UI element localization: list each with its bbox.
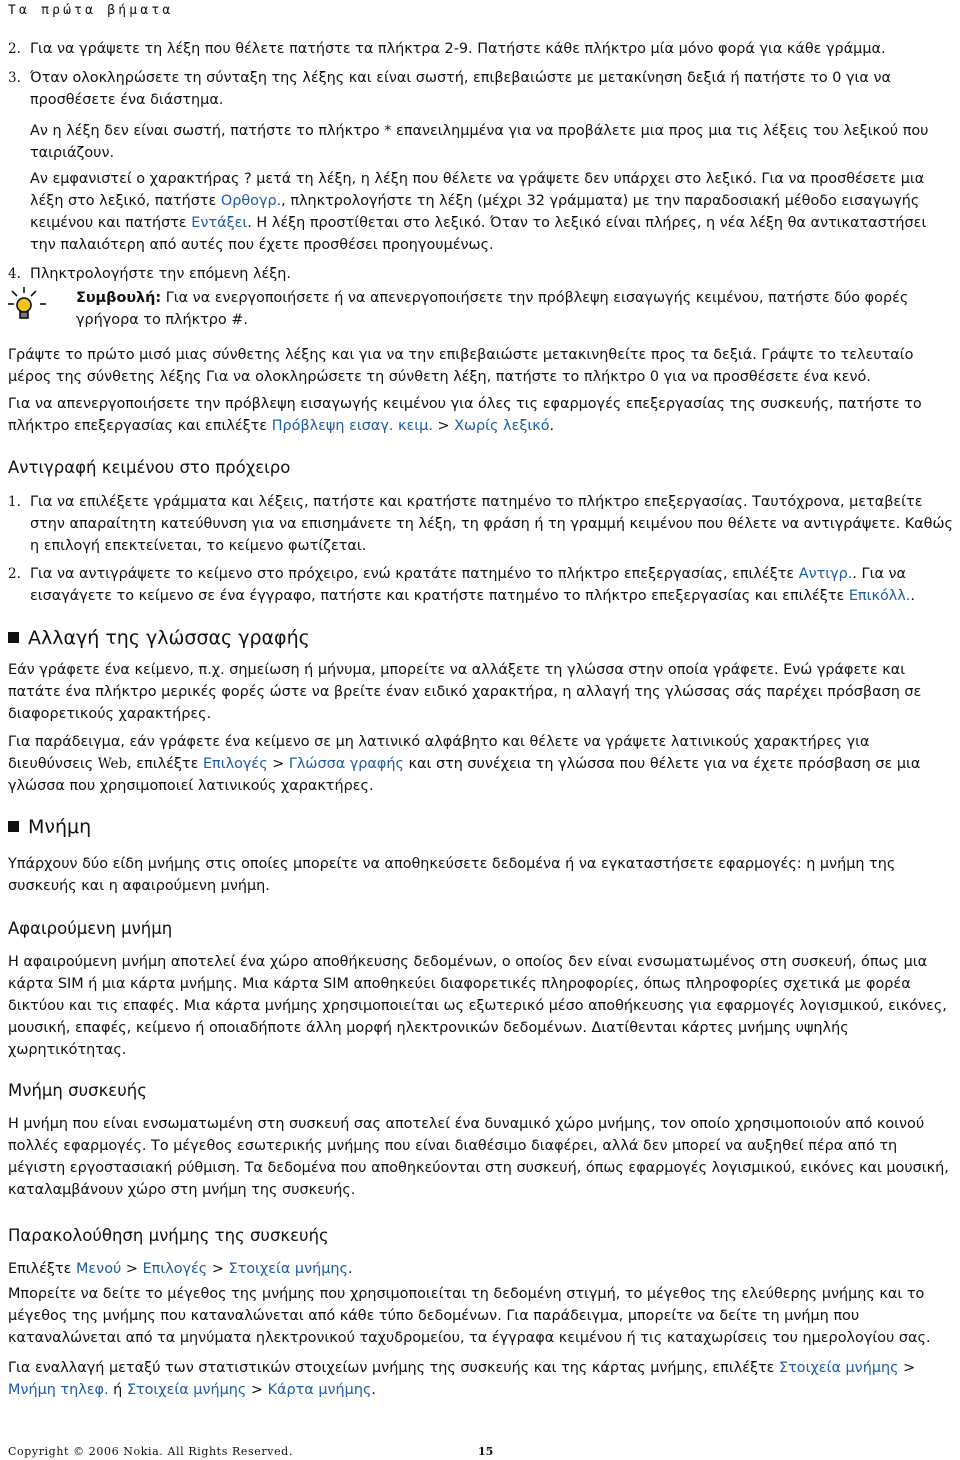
- memory-intro: Υπάρχουν δύο είδη μνήμης στις οποίες μπορείτε να αποθηκεύσετε δεδομένα ή να εγκαταστήσετε εφαρμογές: η μνήμη της συσκευής και η αφαιρούμενη μνήμη.: [8, 856, 896, 894]
- no-dictionary-link[interactable]: Χωρίς λεξικό: [454, 418, 550, 434]
- spell-link[interactable]: Ορθογρ.: [220, 193, 282, 209]
- tip-text: Συμβουλή: Για να ενεργοποιήσετε ή να απενεργοποιήσετε την πρόβλεψη εισαγωγής κειμένου, πατήστε δύο φορές γρήγορα το πλήκτρο #.: [76, 290, 909, 328]
- menu-link[interactable]: Μενού: [75, 1261, 122, 1277]
- paste-link[interactable]: Επικόλλ.: [848, 588, 911, 604]
- compound-word-paragraph: Γράψτε το πρώτο μισό μιας σύνθετης λέξης και για να την επιβεβαιώστε μετακινηθείτε προς τα δεξιά. Γράψτε το τελευταίο μέρος της σύνθετης λέξης Για να ολοκληρώσετε τη σύνθετη λέξη, πατήστε το πλήκτρο 0 για να προσθέσετε ένα κενό.: [8, 347, 914, 385]
- language-paragraph-1: Εάν γράφετε ένα κείμενο, π.χ. σημείωση ή μήνυμα, μπορείτε να αλλάξετε τη γλώσσα στην οποία γράφετε. Ενώ γράφετε και πατάτε ένα πλήκτρο μερικές φορές ώστε να βρείτε έναν ειδικό χαρακτήρα, η αλλαγή της γλώσσας σάς παρέχει πρόσβαση σε διαφορετικούς χαρακτήρες.: [8, 662, 922, 722]
- monitor-memory-heading: Παρακολούθηση μνήμης της συσκευής: [8, 1226, 329, 1245]
- disable-prediction-paragraph: Για να απενεργοποιήσετε την πρόβλεψη εισαγωγής κειμένου για όλες τις εφαρμογές επεξεργασίας της συσκευής, πατήστε το πλήκτρο επεξεργασίας και επιλέξτε Πρόβλεψη εισαγ. κειμ. > Χωρίς λεξικό.: [8, 396, 922, 434]
- step-number: 1.: [8, 494, 21, 510]
- memory-card-link[interactable]: Κάρτα μνήμης: [267, 1382, 372, 1398]
- copy-link[interactable]: Αντιγρ.: [798, 566, 853, 582]
- memory-details-link[interactable]: Στοιχεία μνήμης: [126, 1382, 247, 1398]
- step-number: 4.: [8, 266, 21, 282]
- page-number: 15: [478, 1445, 494, 1458]
- question-mark-paragraph: Αν εμφανιστεί ο χαρακτήρας ? μετά τη λέξη, η λέξη που θέλετε να γράψετε δεν υπάρχει στο λεξικό. Για να προσθέσετε μια λέξη στο λεξικό, πατήστε Ορθογρ., πληκτρολογήστε τη λέξη (μέχρι 32 γράμματα) με την παραδοσιακή μέθοδο εισαγωγής κειμένου και πατήστε Εντάξει. Η λέξη προστίθεται στο λεξικό. Όταν το λεξικό είναι πλήρες, η νέα λέξη θα αντικαταστήσει την παλαιότερη από αυτές που έχετε προσθέσει προηγουμένως.: [30, 171, 927, 253]
- options-link[interactable]: Επιλογές: [142, 1261, 208, 1277]
- phone-memory-link[interactable]: Μνήμη τηλεφ.: [8, 1382, 109, 1398]
- select-path: Επιλέξτε Μενού > Επιλογές > Στοιχεία μνήμης.: [8, 1261, 353, 1277]
- writing-language-link[interactable]: Γλώσσα γραφής: [288, 756, 404, 772]
- language-paragraph-2: Για παράδειγμα, εάν γράφετε ένα κείμενο σε μη λατινικό αλφάβητο και θέλετε να γράψετε λατινικούς χαρακτήρες για διευθύνσεις Web, επιλέξτε Επιλογές > Γλώσσα γραφής και στη συνέχεια τη γλώσσα που θέλετε για να έχετε πρόσβαση σε μια γλώσσα που χρησιμοποιεί λατινικούς χαρακτήρες.: [8, 734, 921, 794]
- tip-box: [8, 287, 954, 335]
- monitor-memory-paragraph: Μπορείτε να δείτε το μέγεθος της μνήμης που χρησιμοποιείται τη δεδομένη στιγμή, το μέγεθος της ελεύθερης μνήμης και το μέγεθος της μνήμης που καταναλώνεται από κάθε τύπο δεδομένων. Για παράδειγμα, μπορείτε να δείτε τη μνήμη που καταναλώνεται από τα μηνύματα ηλεκτρονικού ταχυδρομείου, τα έγγραφα κειμένου ή τις καταχωρίσεις του ημερολογίου σας.: [8, 1286, 931, 1346]
- switch-memory-paragraph: Για εναλλαγή μεταξύ των στατιστικών στοιχείων μνήμης της συσκευής και της κάρτας μνήμης, επιλέξτε Στοιχεία μνήμης > Μνήμη τηλεφ. ή Στοιχεία μνήμης > Κάρτα μνήμης.: [8, 1360, 916, 1398]
- prediction-link[interactable]: Πρόβλεψη εισαγ. κειμ.: [271, 418, 433, 434]
- step-number: 2.: [8, 566, 21, 582]
- step-text: Για να αντιγράψετε το κείμενο στο πρόχειρο, ενώ κρατάτε πατημένο το πλήκτρο επεξεργασίας, επιλέξτε Αντιγρ.. Για να εισαγάγετε το κείμενο σε ένα έγγραφο, πατήστε και κρατήστε πατημένο το πλήκτρο επεξεργασίας και επιλέξτε Επικόλλ..: [30, 566, 915, 604]
- device-memory-paragraph: Η μνήμη που είναι ενσωματωμένη στη συσκευή σας αποτελεί ένα δυναμικό χώρο μνήμης, τον οποίο χρησιμοποιούν από κοινού πολλές εφαρμογές. Το μέγεθος εσωτερικής μνήμης που είναι διαθέσιμο διαφέρει, αλλά δεν μπορεί να αυξηθεί πέρα από τη μέγιστη εργοστασιακή ρύθμιση. Τα δεδομένα που αποθηκεύονται στη συσκευή, όπως εφαρμογές λογισμικού, εικόνες και μουσική, καταλαμβάνουν χώρο στη μνήμη της συσκευής.: [8, 1116, 949, 1198]
- wrong-word-paragraph: Αν η λέξη δεν είναι σωστή, πατήστε το πλήκτρο * επανειλημμένα για να προβάλετε μια προς μια τις λέξεις του λεξικού που ταιριάζουν.: [30, 123, 929, 161]
- step-text: Για να επιλέξετε γράμματα και λέξεις, πατήστε και κρατήστε πατημένο το πλήκτρο επεξεργασίας. Ταυτόχρονα, μεταβείτε στην απαραίτητη κατεύθυνση για να επισημάνετε τη λέξη, τη φράση ή τη γραμμή κειμένου που θέλετε να αντιγράψετε. Καθώς η επιλογή επεκτείνεται, το κείμενο φωτίζεται.: [30, 494, 953, 554]
- options-link[interactable]: Επιλογές: [202, 756, 268, 772]
- removable-memory-heading: Αφαιρούμενη μνήμη: [8, 919, 173, 938]
- clipboard-heading: Αντιγραφή κειμένου στο πρόχειρο: [8, 458, 291, 477]
- memory-details-link[interactable]: Στοιχεία μνήμης: [779, 1360, 899, 1376]
- memory-details-link[interactable]: Στοιχεία μνήμης: [228, 1261, 348, 1277]
- removable-memory-paragraph: Η αφαιρούμενη μνήμη αποτελεί ένα χώρο αποθήκευσης δεδομένων, ο οποίος δεν είναι ενσωματωμένος στη συσκευή, όπως μια κάρτα SIM ή μια κάρτα μνήμης. Μια κάρτα SIM αποθηκεύει διαφορετικές πληροφορίες, όπως πληροφορίες σχετικά με φορέα δικτύου και τις επαφές. Μια κάρτα μνήμης χρησιμοποιείται ως εξωτερικό μέσο αποθήκευσης για εφαρμογές λογισμικού, εικόνες, μουσική, επαφές, κείμενο ή οποιαδήποτε άλλη μορφή ηλεκτρονικών δεδομένων. Διατίθενται κάρτες μνήμης υψηλής χωρητικότητας.: [8, 954, 947, 1058]
- step-number: 2.: [8, 41, 21, 57]
- step-text: Πληκτρολογήστε την επόμενη λέξη.: [30, 266, 291, 282]
- running-header: Τα πρώτα βήματα: [8, 3, 174, 18]
- step-text: Όταν ολοκληρώσετε τη σύνταξη της λέξης και είναι σωστή, επιβεβαιώστε με μετακίνηση δεξιά ή πατήστε το 0 για να προσθέσετε ένα διάστημα.: [30, 70, 891, 108]
- section-bullet: [8, 632, 19, 643]
- lightbulb-icon: [8, 287, 48, 327]
- step-text: Για να γράψετε τη λέξη που θέλετε πατήστε τα πλήκτρα 2-9. Πατήστε κάθε πλήκτρο μία μόνο φορά για κάθε γράμμα.: [30, 41, 886, 57]
- memory-heading: Μνήμη: [8, 816, 954, 838]
- language-heading: Αλλαγή της γλώσσας γραφής: [8, 627, 954, 649]
- copyright-footer: Copyright © 2006 Nokia. All Rights Reserved.: [8, 1445, 293, 1458]
- ok-link[interactable]: Εντάξει: [191, 215, 248, 231]
- device-memory-heading: Μνήμη συσκευής: [8, 1081, 147, 1100]
- step-number: 3.: [8, 70, 21, 86]
- section-bullet: [8, 821, 19, 832]
